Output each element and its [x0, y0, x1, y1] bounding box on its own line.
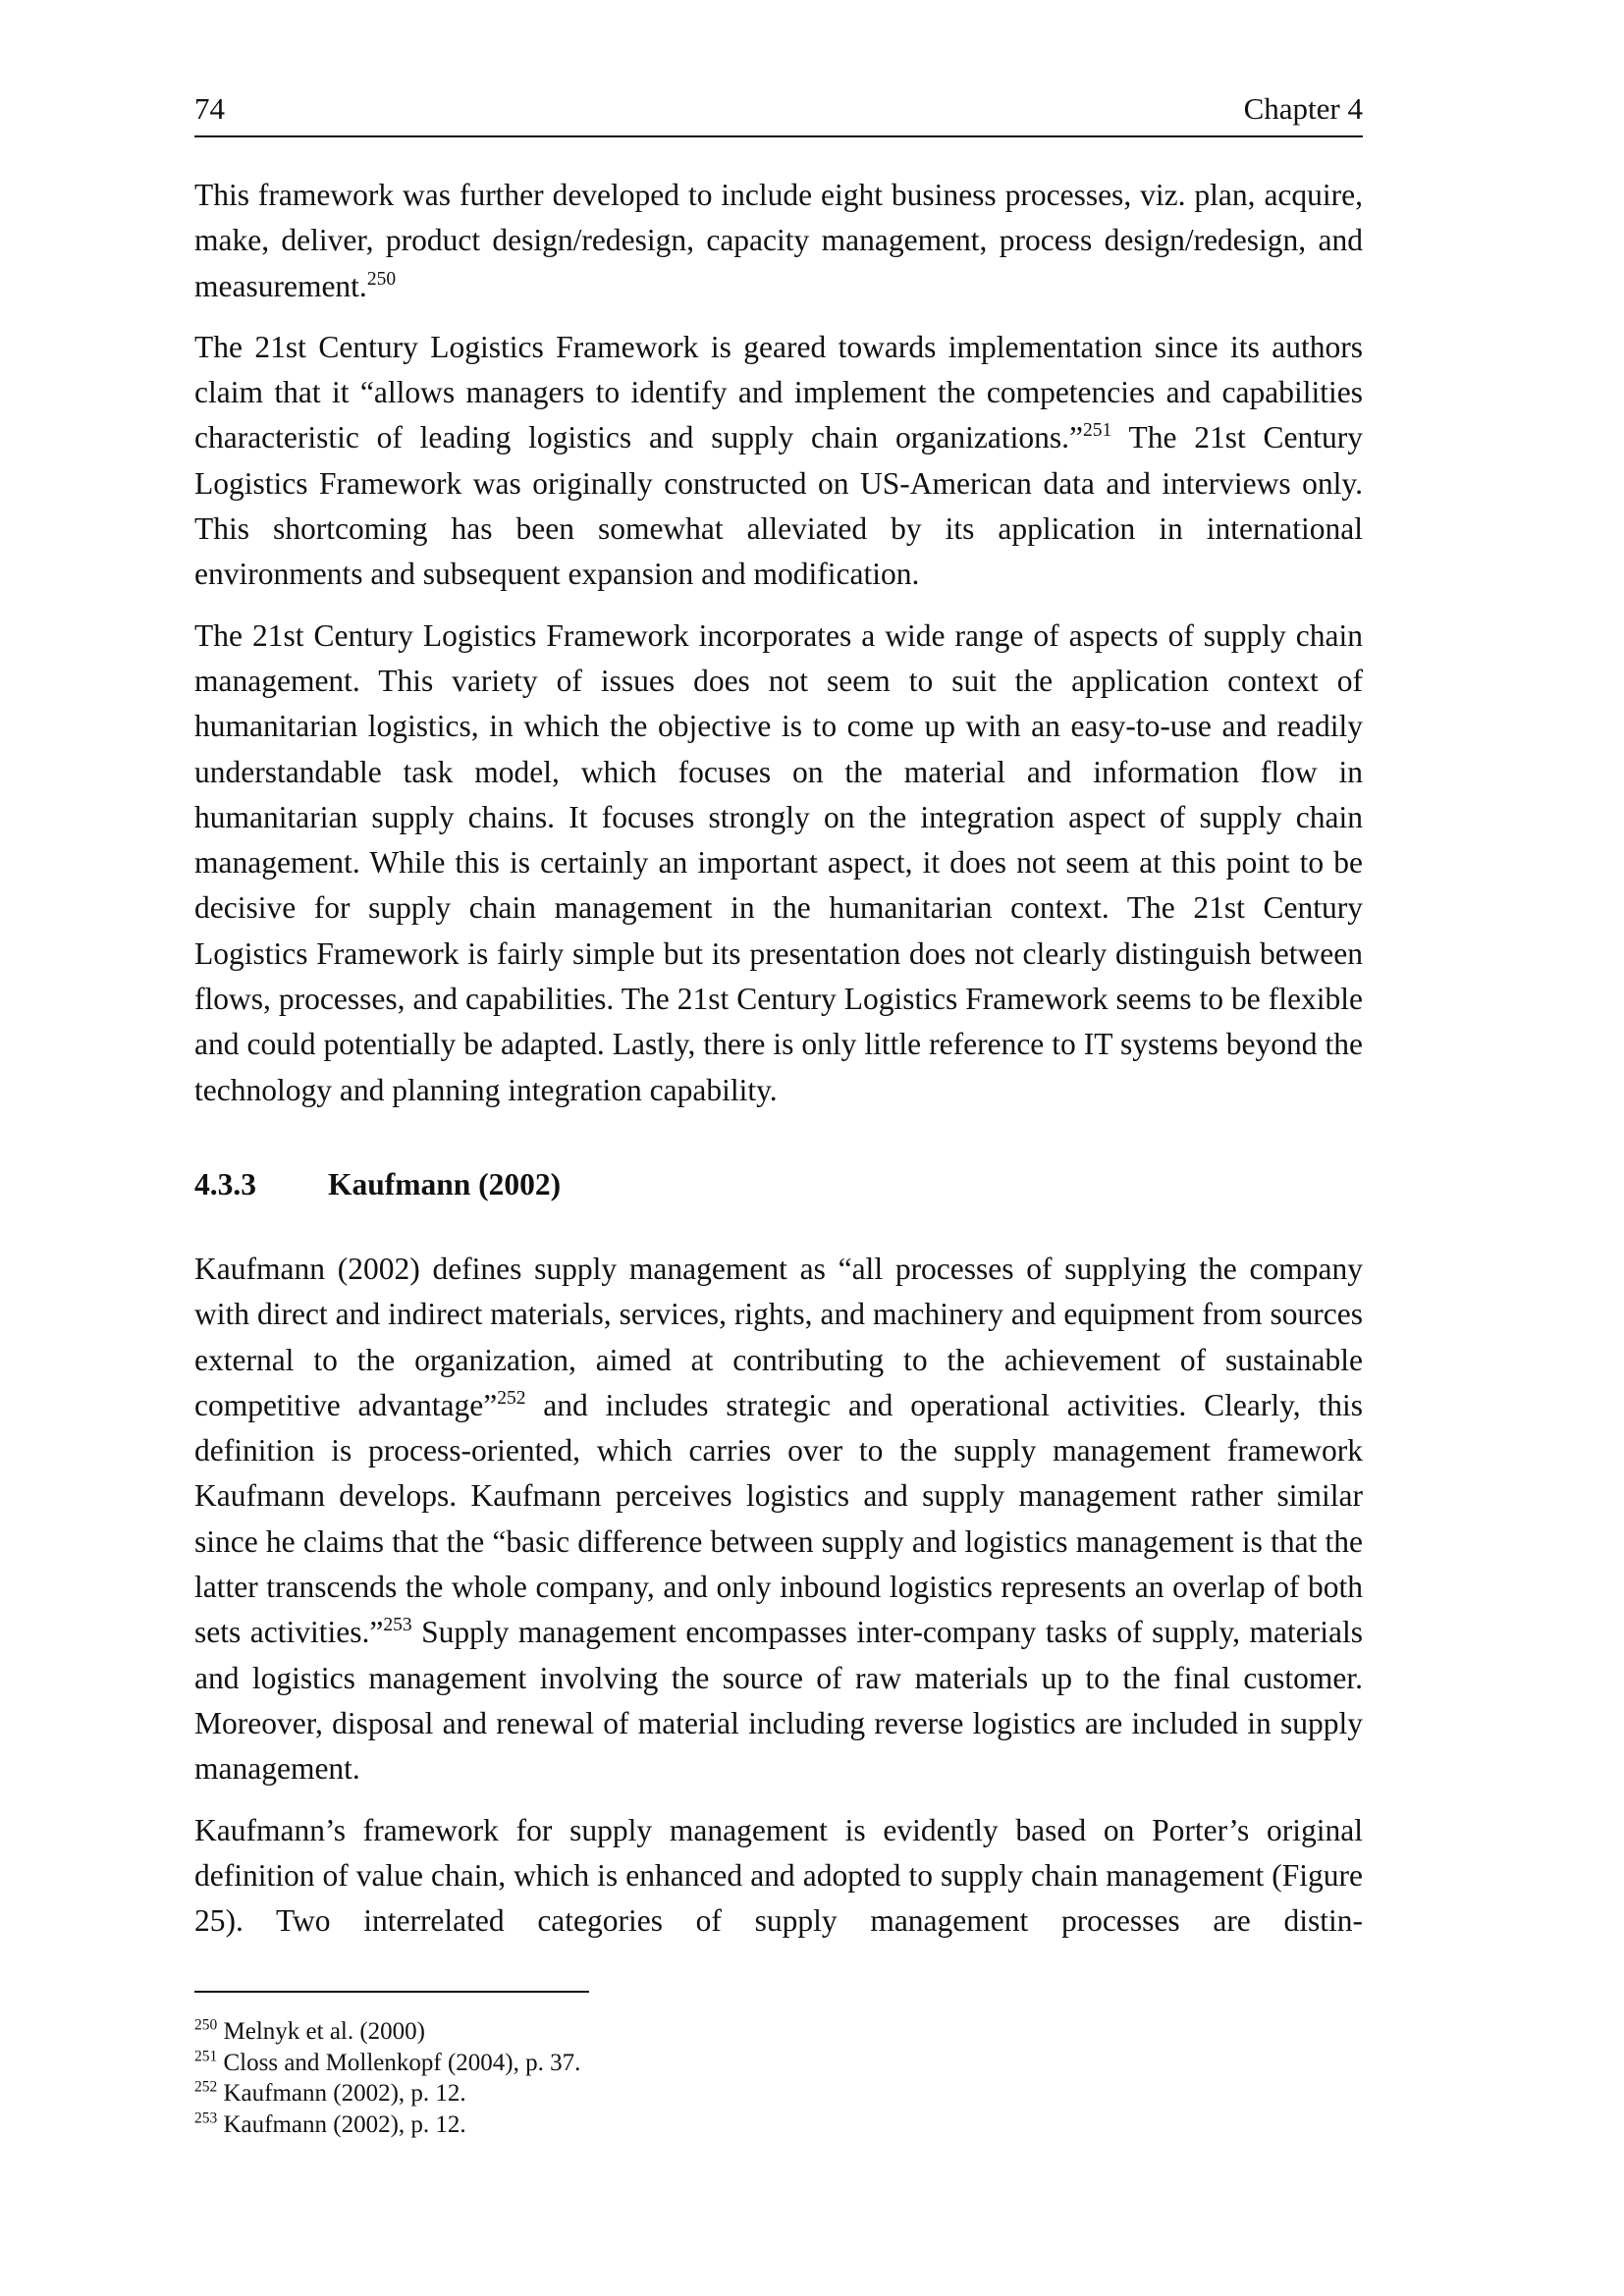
body-text [194, 173, 1363, 1944]
section-number: 4.3.3 [194, 1166, 256, 1201]
running-header [194, 90, 1363, 137]
chapter-title: Chapter 4 [1243, 91, 1363, 126]
footnote-ref: 250 [366, 268, 397, 290]
footnote-ref: 252 [497, 1387, 526, 1409]
footnotes [194, 2016, 1363, 2140]
section-title: Kaufmann (2002) [328, 1166, 562, 1201]
paragraph: The 21st Century Logistics Framework is geared towards implementation since its authors claim that it “allows managers to identify and implement the competencies and capabilities characteristic of leading logistics and supply chain organizations.”$^{251}$ The 21st Century Logistics Framework was originally constructed on US-American data and interviews only. This shortcoming has been somewhat alleviated by its application in international environments and subsequent expansion and modification. [194, 329, 1363, 592]
page-number: 74 [194, 91, 225, 126]
footnote-ref: 251 [1082, 420, 1112, 442]
paragraph: Kaufmann’s framework for supply management is evidently based on Porter’s original definition of value chain, which is enhanced and adopted to supply chain management (Figure 25). Two interrelated categories of supply management processes are distin- [194, 1812, 1363, 1939]
paragraph: This framework was further developed to include eight business processes, viz. plan, acquire, make, deliver, product design/redesign, capacity management, process design/redesign, and measurement.$^{250}$ [194, 178, 1363, 303]
footnote: $^{251}$ Closs and Mollenkopf (2004), p. 37. [194, 2048, 581, 2076]
footnote-ref: 253 [383, 1615, 412, 1636]
paragraph: Kaufmann (2002) defines supply management as “all processes of supplying the company with direct and indirect materials, services, rights, and machinery and equipment from sources external to the organization, aimed at contributing to the achievement of sustainable competitive advantage”$^{252}$ and includes strategic and operational activities. Clearly, this definition is process-oriented, which carries over to the supply management framework Kaufmann develops. Kaufmann perceives logistics and supply management rather similar since he claims that the “basic difference between supply and logistics management is that the latter transcends the whole company, and only inbound logistics represents an overlap of both sets activities.”$^{253}$ Supply management encompasses inter-company tasks of supply, materials and logistics management involving the source of raw materials up to the final customer. Moreover, disposal and renewal of material including reverse logistics are included in supply management. [194, 1251, 1363, 1787]
footnote: $^{253}$ Kaufmann (2002), p. 12. [194, 2109, 466, 2138]
footnote-separator [194, 1991, 589, 1993]
paragraph: The 21st Century Logistics Framework incorporates a wide range of aspects of supply chain management. This variety of issues does not seem to suit the application context of humanitarian logistics, in which the objective is to come up with an easy-to-use and readily understandable task model, which focuses on the material and information flow in humanitarian supply chains. It focuses strongly on the integration aspect of supply chain management. While this is certainly an important aspect, it does not seem at this point to be decisive for supply chain management in the humanitarian context. The 21st Century Logistics Framework is fairly simple but its presentation does not clearly distinguish between flows, processes, and capabilities. The 21st Century Logistics Framework seems to be flexible and could potentially be adapted. Lastly, there is only little reference to IT systems beyond the technology and planning integration capability. [194, 617, 1363, 1107]
footnote: $^{252}$ Kaufmann (2002), p. 12. [194, 2078, 466, 2108]
page [194, 90, 1363, 2140]
footnote: $^{250}$ Melnyk et al. (2000) [194, 2016, 426, 2046]
section-heading [194, 1162, 1363, 1207]
